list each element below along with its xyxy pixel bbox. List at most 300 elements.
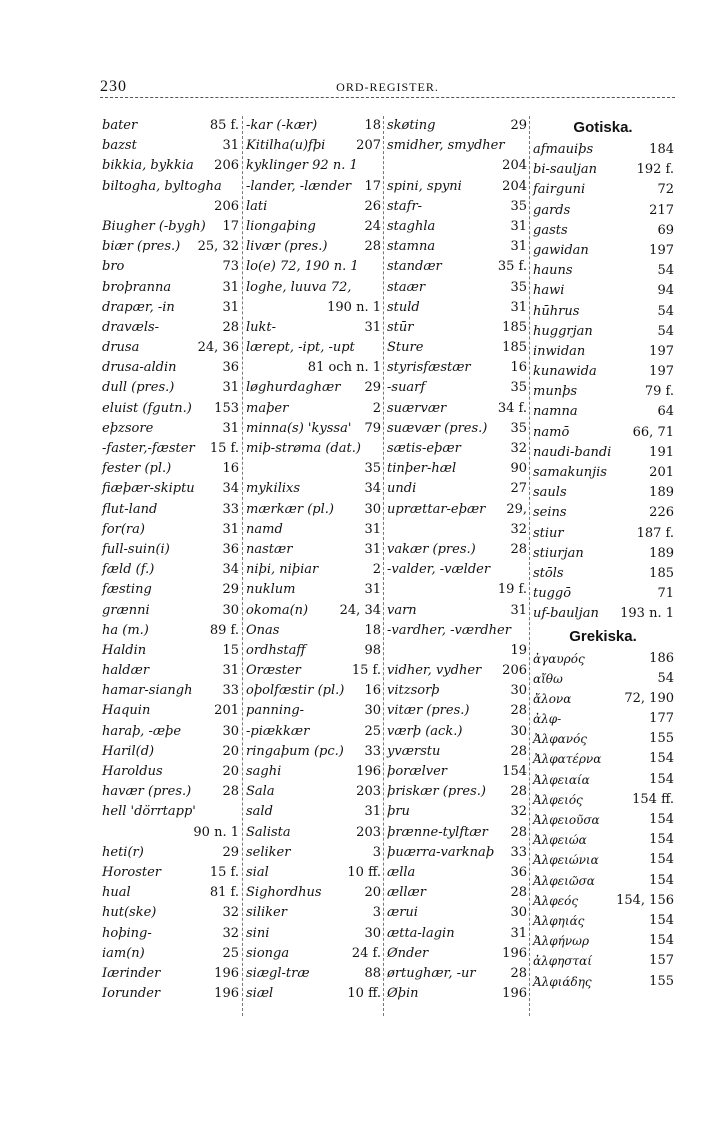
entry-reference: 3 (372, 844, 381, 860)
entry-term: hawi (533, 283, 565, 299)
index-entry (243, 762, 384, 782)
index-entry (243, 701, 384, 721)
entry-term: nuklum (246, 582, 296, 598)
index-entry (100, 722, 242, 742)
greek-list (530, 649, 676, 992)
entry-reference: 29 (364, 380, 381, 396)
entry-reference: 190 n. 1 (327, 299, 381, 315)
index-entry (530, 342, 676, 362)
entry-reference: 24, 34 (339, 602, 381, 618)
entry-term: haldær (102, 663, 150, 679)
entry-term: nastær (246, 541, 293, 557)
entry-term: seliker (246, 844, 291, 860)
index-entry (100, 823, 242, 843)
entry-term: liongaþing (246, 218, 316, 234)
entry-term: sald (246, 804, 273, 820)
gothic-list (530, 140, 676, 625)
entry-reference: 79 f. (644, 384, 674, 400)
entry-term: styrisfæstær (387, 360, 471, 376)
index-entry (100, 378, 242, 398)
entry-term: mærkær (pl.) (246, 501, 334, 517)
entry-reference: 10 ff. (347, 864, 381, 880)
index-entry (384, 742, 530, 762)
index-entry (530, 503, 676, 523)
entry-reference: 187 f. (636, 525, 674, 541)
entry-reference: 28 (510, 965, 527, 981)
entry-term: gasts (533, 222, 568, 238)
entry-reference: 28 (364, 239, 381, 255)
entry-term: ærui (387, 905, 418, 921)
index-entry (100, 681, 242, 701)
entry-reference: 157 (649, 953, 674, 969)
entry-term: Haril(d) (102, 743, 155, 759)
entry-reference: 31 (510, 925, 527, 941)
entry-reference: 189 (649, 545, 674, 561)
index-entry (384, 964, 530, 984)
entry-reference: 206 (214, 158, 239, 174)
entry-term: Ἀλφειώνια (533, 853, 599, 868)
index-entry (384, 419, 530, 439)
entry-reference: 66, 71 (632, 424, 674, 440)
index-entry (100, 318, 242, 338)
entry-reference: 34 (222, 481, 239, 497)
column-1 (100, 116, 242, 1016)
entry-reference: 10 ff. (347, 986, 381, 1002)
entry-term: bazst (102, 138, 137, 154)
entry-term: suævær (pres.) (387, 420, 488, 436)
entry-reference: 2 (372, 562, 381, 578)
entry-term: ἄλονα (533, 691, 572, 706)
entry-term: lo(e) 72, 190 n. 1 (246, 259, 359, 275)
index-entry (243, 661, 384, 681)
entry-term: heti(r) (102, 844, 144, 860)
entry-term: Ἀλφιάδης (533, 974, 592, 989)
entry-reference: 29 (222, 844, 239, 860)
entry-reference: 203 (356, 824, 381, 840)
entry-term: -valder, -vælder (387, 562, 491, 578)
index-entry (100, 661, 242, 681)
index-entry (530, 669, 676, 689)
entry-reference: 154, 156 (616, 892, 674, 908)
index-entry (100, 520, 242, 540)
entry-term: for(ra) (102, 521, 145, 537)
index-entry (384, 580, 530, 600)
index-entry (243, 641, 384, 661)
entry-reference: 201 (214, 703, 239, 719)
index-entry (243, 681, 384, 701)
entry-term: Ἀλφειῶσα (533, 873, 595, 888)
entry-reference: 16 (364, 683, 381, 699)
index-entry (243, 782, 384, 802)
index-entry (530, 281, 676, 301)
entry-reference: 20 (364, 885, 381, 901)
entry-term: Iærinder (102, 965, 161, 981)
entry-term: løghurdaghær (246, 380, 341, 396)
entry-reference: 31 (222, 138, 239, 154)
index-entry (100, 802, 242, 822)
entry-reference: 203 (356, 784, 381, 800)
index-entry (384, 722, 530, 742)
index-entry (243, 156, 384, 176)
entry-term: lati (246, 198, 268, 214)
entry-reference: 31 (364, 582, 381, 598)
index-entry (384, 823, 530, 843)
entry-reference: 72, 190 (624, 690, 674, 706)
index-entry (243, 742, 384, 762)
index-entry (384, 177, 530, 197)
entry-reference: 31 (510, 602, 527, 618)
entry-term: hūhrus (533, 303, 580, 319)
index-entry (243, 520, 384, 540)
index-entry (530, 564, 676, 584)
index-entry (243, 439, 384, 459)
entry-term: mykilixs (246, 481, 301, 497)
entry-reference: 196 (214, 965, 239, 981)
entry-reference: 154 (649, 912, 674, 928)
entry-term: fæld (f.) (102, 562, 155, 578)
index-entry (384, 278, 530, 298)
entry-term: Ønder (387, 945, 429, 961)
index-entry (243, 903, 384, 923)
entry-term: vitær (pres.) (387, 703, 470, 719)
entry-reference: 192 f. (636, 162, 674, 178)
index-entry (384, 257, 530, 277)
entry-term: þriskær (pres.) (387, 784, 486, 800)
entry-reference: 89 f. (209, 622, 239, 638)
entry-reference: 2 (372, 400, 381, 416)
entry-reference: 15 (222, 642, 239, 658)
entry-reference: 184 (649, 142, 674, 157)
entry-reference: 20 (222, 743, 239, 759)
index-entry (384, 156, 530, 176)
entry-reference: 18 (364, 118, 381, 133)
index-entry (384, 116, 530, 136)
entry-reference: 32 (222, 925, 239, 941)
index-entry (243, 278, 384, 298)
entry-term: hauns (533, 263, 573, 279)
entry-reference: 25 (364, 723, 381, 739)
entry-term: ælla (387, 864, 416, 880)
index-entry (530, 810, 676, 830)
index-entry (100, 257, 242, 277)
entry-term: stamna (387, 239, 436, 255)
entry-reference: 19 (510, 642, 527, 658)
entry-reference: 154 (649, 832, 674, 848)
entry-reference: 206 (214, 198, 239, 214)
entry-term: staær (387, 279, 426, 295)
entry-term: Ἀλφειαία (533, 772, 590, 787)
entry-reference: 28 (222, 319, 239, 335)
entry-term: hut(ske) (102, 905, 157, 921)
entry-reference: 16 (510, 360, 527, 376)
index-entry (530, 423, 676, 443)
entry-reference: 155 (649, 973, 674, 989)
entry-term: drapær, -in (102, 299, 175, 315)
index-entry (530, 584, 676, 604)
index-entry (384, 459, 530, 479)
entry-term: Haldin (102, 642, 147, 658)
entry-reference: 32 (510, 521, 527, 537)
entry-reference: 31 (222, 299, 239, 315)
entry-term: samakunjis (533, 465, 607, 480)
entry-reference: 31 (222, 521, 239, 537)
index-entry (243, 984, 384, 1004)
entry-term: Ἀλφήνωρ (533, 934, 589, 949)
entry-reference: 25 (222, 945, 239, 961)
index-entry (530, 483, 676, 503)
entry-reference: 201 (649, 465, 674, 480)
index-entry (384, 338, 530, 358)
index-entry (384, 661, 530, 681)
entry-term: dull (pres.) (102, 380, 175, 396)
entry-reference: 204 (502, 178, 527, 194)
entry-term: siliker (246, 905, 287, 921)
entry-term: fiæþær-skiptu (102, 481, 195, 497)
entry-reference: 197 (649, 242, 674, 258)
index-entry (530, 850, 676, 870)
entry-reference: 3 (372, 905, 381, 921)
entry-term: bater (102, 118, 138, 133)
entry-term: miþ-strøma (dat.) (246, 441, 361, 456)
index-entry (100, 419, 242, 439)
entry-reference: 15 f. (351, 663, 381, 679)
index-entry (100, 217, 242, 237)
index-entry (243, 237, 384, 257)
index-entry (530, 749, 676, 769)
entry-term: okoma(n) (246, 602, 309, 618)
entry-term: αἴθω (533, 671, 563, 686)
entry-term: siæl (246, 986, 274, 1002)
index-entry (530, 201, 676, 221)
index-entry (530, 709, 676, 729)
entry-term: hell 'dörrtapp' (102, 804, 196, 820)
index-entry (100, 701, 242, 721)
entry-term: havær (pres.) (102, 784, 192, 800)
entry-term: Sture (387, 340, 424, 356)
entry-reference: 154 (502, 764, 527, 779)
entry-reference: 30 (222, 723, 239, 739)
index-entry (530, 931, 676, 951)
entry-term: tuggō (533, 586, 572, 602)
entry-reference: 191 (649, 444, 674, 460)
index-entry (384, 843, 530, 863)
entry-term: lærept, -ipt, -upt (246, 340, 355, 356)
entry-term: loghe, luuva 72, (246, 279, 352, 295)
entry-term: drusa (102, 340, 140, 356)
index-entry (243, 964, 384, 984)
entry-term: biær (pres.) (102, 239, 181, 255)
entry-reference: 28 (510, 743, 527, 759)
index-entry (100, 459, 242, 479)
entry-term: ἀγαυρός (533, 651, 585, 666)
index-entry (530, 180, 676, 200)
entry-reference: 185 (502, 340, 527, 356)
entry-reference: 98 (364, 642, 381, 658)
entry-term: Ἀλφειώα (533, 833, 587, 848)
index-entry (100, 540, 242, 560)
entry-reference: 28 (510, 824, 527, 840)
entry-reference: 20 (222, 764, 239, 779)
index-entry (100, 903, 242, 923)
index-entry (384, 237, 530, 257)
entry-term: minna(s) 'kyssa' (246, 420, 352, 436)
entry-reference: 24, 36 (197, 340, 239, 356)
index-entry (530, 140, 676, 160)
entry-term: hoþing- (102, 925, 152, 941)
entry-term: stūr (387, 319, 414, 335)
entry-reference: 31 (364, 541, 381, 557)
index-entry (384, 560, 530, 580)
entry-reference: 90 (510, 461, 527, 477)
index-entry (384, 621, 530, 641)
entry-reference: 154 (649, 852, 674, 868)
entry-reference: 25, 32 (197, 239, 239, 255)
entry-term: fairguni (533, 182, 586, 198)
index-entry (243, 883, 384, 903)
entry-term: eþzsore (102, 420, 154, 436)
index-entry (530, 524, 676, 544)
entry-reference: 33 (222, 683, 239, 699)
entry-reference: 30 (364, 925, 381, 941)
index-entry (530, 241, 676, 261)
entry-term: bi-sauljan (533, 162, 597, 178)
entry-term: tinþer-hæl (387, 461, 457, 477)
entry-term: biltogha, byltogha (102, 178, 222, 194)
entry-reference: 17 (364, 178, 381, 194)
entry-reference: 196 (502, 986, 527, 1002)
entry-reference: 30 (510, 905, 527, 921)
entry-term: Iorunder (102, 986, 161, 1002)
entry-term: kunawida (533, 364, 597, 380)
index-entry (243, 419, 384, 439)
entry-reference: 72 (657, 182, 674, 198)
entry-term: naudi-bandi (533, 444, 612, 460)
entry-term: yværstu (387, 743, 441, 759)
index-entry (530, 443, 676, 463)
entry-term: ἀλφ- (533, 712, 562, 727)
entry-term: Øþin (387, 986, 419, 1002)
index-entry (243, 722, 384, 742)
index-entry (100, 984, 242, 1004)
entry-term: stuld (387, 299, 420, 315)
page-number: 230 (100, 78, 127, 95)
entry-reference: 31 (510, 218, 527, 234)
entry-reference: 54 (657, 303, 674, 319)
index-entry (243, 924, 384, 944)
entry-reference: 54 (657, 323, 674, 339)
entry-reference: 71 (657, 586, 674, 602)
entry-reference: 30 (364, 703, 381, 719)
entry-reference: 177 (649, 711, 674, 727)
entry-reference: 197 (649, 343, 674, 359)
entry-reference: 88 (364, 965, 381, 981)
index-entry (530, 972, 676, 992)
entry-term: suærvær (387, 400, 447, 416)
entry-term: fæsting (102, 582, 152, 598)
entry-term: stiur (533, 525, 564, 541)
entry-reference: 15 f. (209, 864, 239, 880)
entry-term: þuærra-varknaþ (387, 844, 495, 860)
entry-term: Ἀλφεός (533, 893, 579, 908)
index-entry (100, 399, 242, 419)
entry-reference: 34 (364, 481, 381, 497)
page-header (100, 78, 675, 98)
entry-term: undi (387, 481, 417, 497)
entry-reference: 154 (649, 751, 674, 767)
entry-reference: 73 (222, 259, 239, 275)
entry-term: spini, spyni (387, 178, 462, 194)
entry-reference: 36 (222, 360, 239, 376)
entry-term: sini (246, 925, 270, 941)
entry-term: -faster,-fæster (102, 441, 195, 456)
index-entry (384, 601, 530, 621)
entry-reference: 28 (510, 541, 527, 557)
entry-reference: 30 (510, 723, 527, 739)
index-entry (530, 911, 676, 931)
index-entry (530, 382, 676, 402)
entry-reference: 196 (214, 986, 239, 1002)
entry-reference: 17 (222, 218, 239, 234)
entry-term: bikkia, bykkia (102, 158, 194, 174)
index-entry (243, 257, 384, 277)
entry-reference: 28 (510, 784, 527, 800)
index-entry (100, 500, 242, 520)
index-entry (100, 863, 242, 883)
index-entry (530, 649, 676, 669)
entry-reference: 29 (222, 582, 239, 598)
entry-term: grænni (102, 602, 150, 618)
index-entry (100, 278, 242, 298)
index-entry (384, 681, 530, 701)
register-grid (100, 116, 675, 1016)
index-entry (243, 823, 384, 843)
entry-reference: 34 (222, 562, 239, 578)
entry-reference: 31 (510, 299, 527, 315)
index-entry (100, 116, 242, 136)
index-entry (243, 459, 384, 479)
index-entry (384, 863, 530, 883)
entry-term: ringaþum (pc.) (246, 743, 344, 759)
entry-reference: 154 (649, 933, 674, 949)
entry-term: stōls (533, 565, 564, 581)
index-entry (243, 399, 384, 419)
entry-reference: 206 (502, 663, 527, 679)
entry-reference: 16 (222, 461, 239, 477)
entry-reference: 33 (510, 844, 527, 860)
entry-reference: 79 (364, 420, 381, 436)
entry-term: Onas (246, 622, 280, 638)
section-title-gothic: Gotiska. (573, 119, 633, 136)
entry-reference: 154 (649, 872, 674, 888)
index-entry (100, 136, 242, 156)
entry-term: Kitilha(u)fþi (246, 138, 326, 154)
entry-reference: 196 (356, 764, 381, 779)
index-entry (530, 770, 676, 790)
entry-reference: 19 f. (497, 582, 527, 598)
index-entry (530, 261, 676, 281)
index-entry (100, 964, 242, 984)
entry-term: saghi (246, 764, 282, 779)
index-entry (243, 560, 384, 580)
entry-reference: 64 (657, 404, 674, 420)
entry-reference: 154 (649, 771, 674, 787)
entry-term: -vardher, -værdher (387, 622, 511, 638)
index-entry (243, 479, 384, 499)
index-entry (384, 944, 530, 964)
entry-reference: 81 och n. 1 (307, 360, 381, 376)
index-entry (384, 479, 530, 499)
entry-term: -piækkær (246, 723, 310, 739)
